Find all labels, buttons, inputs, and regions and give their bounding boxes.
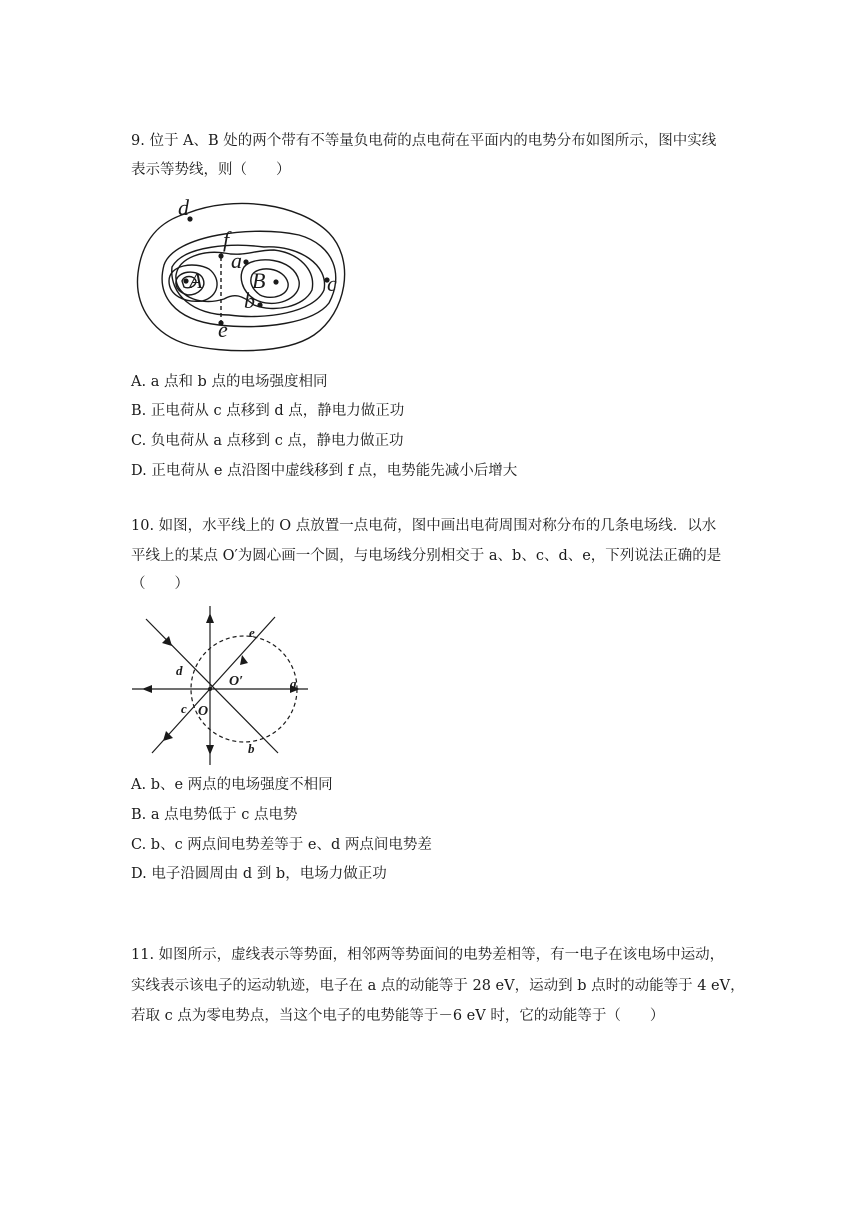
- q9-option-d: D. 正电荷从 e 点沿图中虚线移到 f 点，电势能先减小后增大: [131, 463, 518, 479]
- q9-stem-line2: 表示等势线，则（ ）: [131, 162, 291, 178]
- label-a: a: [231, 248, 242, 273]
- q9-option-c: C. 负电荷从 a 点移到 c 点，静电力做正功: [131, 433, 404, 449]
- label-a: a: [290, 676, 297, 691]
- q11-stem-line3: 若取 c 点为零电势点，当这个电子的电势能等于－6 eV 时，它的动能等于（ ）: [131, 1008, 665, 1024]
- label-A: A: [189, 268, 203, 293]
- q10-option-a: A. b、e 两点的电场强度不相同: [131, 777, 333, 793]
- label-d: d: [176, 663, 183, 678]
- label-c: c: [181, 701, 187, 716]
- arrow-down-bottom: [206, 745, 214, 755]
- arrow-left: [142, 685, 152, 693]
- label-e: e: [218, 317, 228, 342]
- q11-stem-line2: 实线表示该电子的运动轨迹，电子在 a 点的动能等于 28 eV，运动到 b 点时的动能等于 4 eV，: [131, 978, 745, 994]
- q9-option-a: A. a 点和 b 点的电场强度相同: [131, 374, 328, 390]
- arrow-upper-right: [240, 655, 248, 665]
- label-b: b: [244, 288, 255, 313]
- point-B: [273, 279, 278, 284]
- q10-option-d: D. 电子沿圆周由 d 到 b，电场力做正功: [131, 866, 387, 882]
- point-A: [183, 278, 188, 283]
- q10-stem-line1: 10. 如图，水平线上的 O 点放置一点电荷，图中画出电荷周围对称分布的几条电场线．以水: [131, 518, 717, 534]
- label-f: f: [223, 227, 230, 252]
- label-e: e: [249, 625, 255, 640]
- q10-stem-line2: 平线上的某点 O′为圆心画一个圆，与电场线分别相交于 a、b、c、d、e，下列说法正确的是: [131, 548, 722, 564]
- label-O: O: [198, 704, 209, 719]
- point-a: [243, 259, 248, 264]
- label-B: B: [252, 268, 266, 293]
- q10-field-line-figure: [130, 603, 310, 768]
- label-b: b: [248, 741, 255, 756]
- arrow-lower-left: [163, 731, 173, 741]
- q10-option-c: C. b、c 两点间电势差等于 e、d 两点间电势差: [131, 837, 432, 853]
- q9-equipotential-figure: [134, 195, 354, 360]
- q10-stem-line3: （ ）: [131, 576, 189, 592]
- arrow-up-top: [206, 613, 214, 623]
- q9-stem-line1: 9. 位于 A、B 处的两个带有不等量负电荷的点电荷在平面内的电势分布如图所示，图中实线: [131, 133, 717, 149]
- q11-stem-line1: 11. 如图所示，虚线表示等势面，相邻两等势面间的电势差相等，有一电子在该电场中运动，: [131, 947, 725, 963]
- label-O-prime: O′: [229, 674, 244, 689]
- point-O: [208, 687, 212, 691]
- label-c: c: [327, 271, 337, 296]
- q10-option-b: B. a 点电势低于 c 点电势: [131, 807, 298, 823]
- point-b: [257, 302, 262, 307]
- label-d: d: [178, 195, 189, 220]
- q9-option-b: B. 正电荷从 c 点移到 d 点，静电力做正功: [131, 403, 405, 419]
- point-f: [218, 253, 223, 258]
